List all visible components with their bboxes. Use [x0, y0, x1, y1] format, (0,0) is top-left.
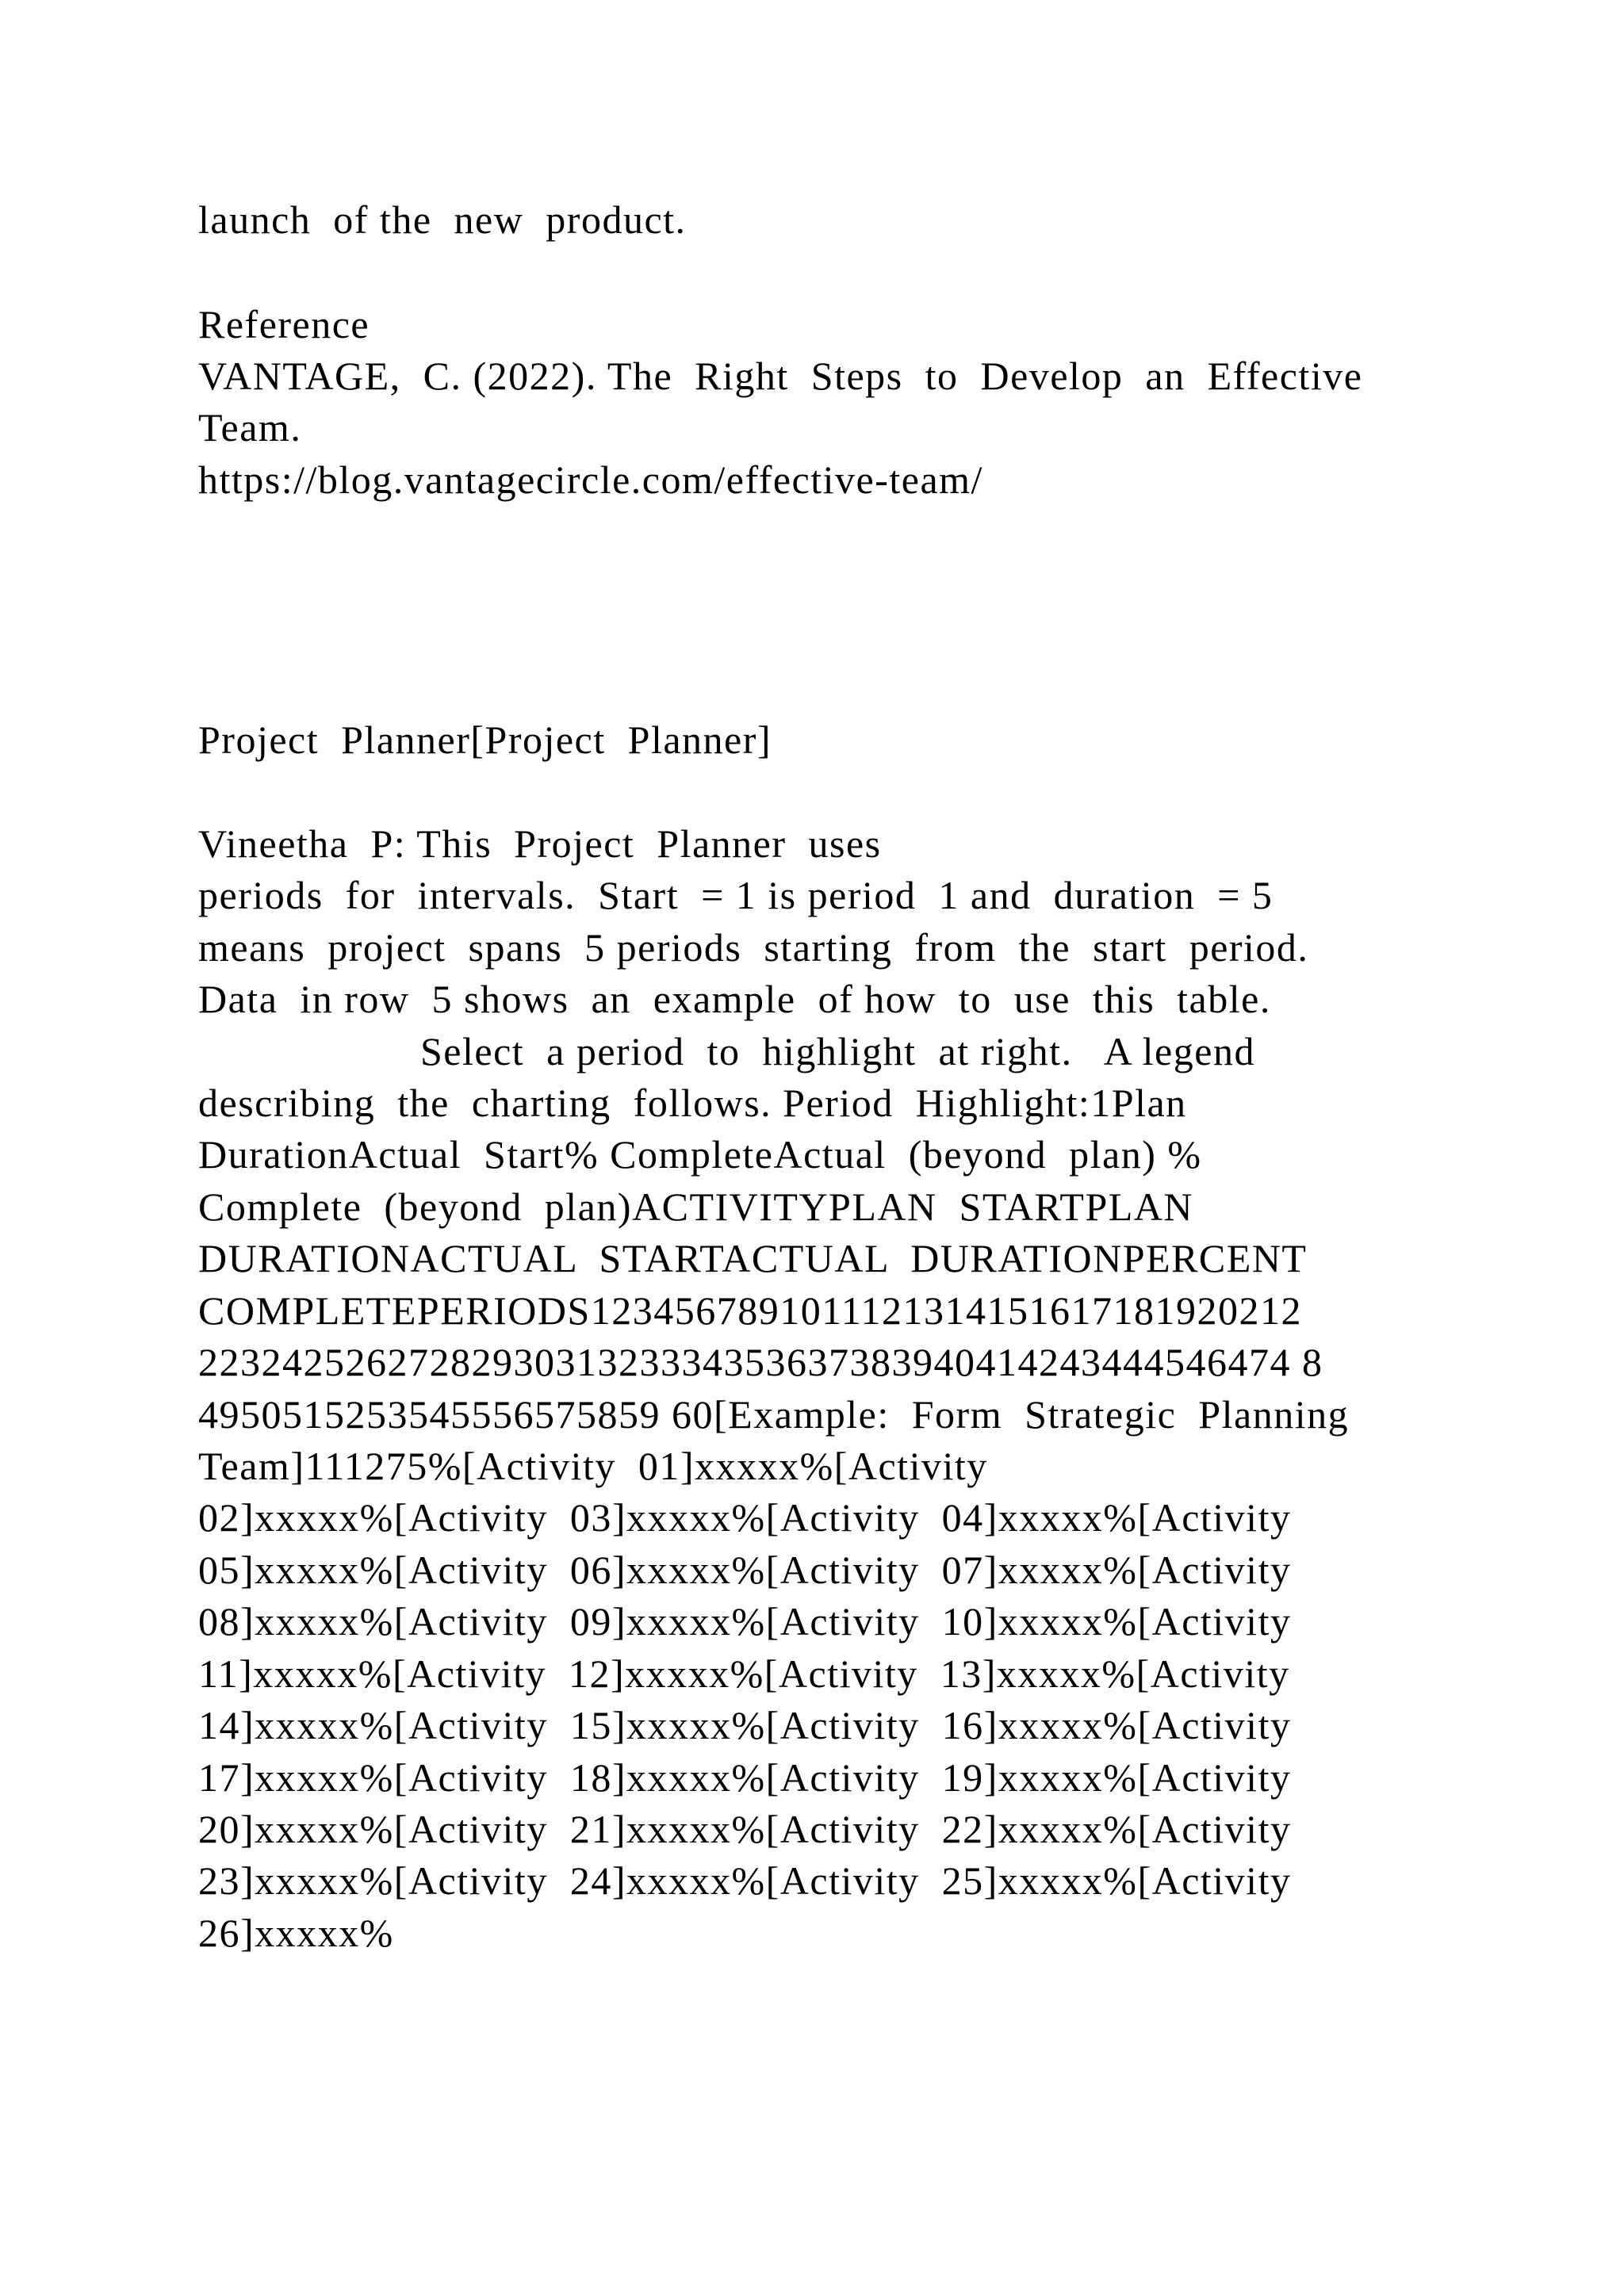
- text-line: 08]xxxxx%[Activity 09]xxxxx%[Activity 10]xxxxx%[Activity: [198, 1599, 1292, 1644]
- reference-citation: VANTAGE, C. (2022). The Right Steps to Develop an Effective: [198, 354, 1363, 398]
- text-line: 20]xxxxx%[Activity 21]xxxxx%[Activity 22]xxxxx%[Activity: [198, 1807, 1292, 1851]
- text-line: Data in row 5 shows an example of how to use this table.: [198, 977, 1271, 1021]
- text-line: 2232425262728293031323334353637383940414243444546474 8: [198, 1340, 1323, 1384]
- text-line: 02]xxxxx%[Activity 03]xxxxx%[Activity 04]xxxxx%[Activity: [198, 1495, 1292, 1540]
- text-line: 4950515253545556575859 60[Example: Form Strategic Planning: [198, 1392, 1350, 1437]
- text-line: launch of the new product.: [198, 197, 687, 242]
- text-line: 26]xxxxx%: [198, 1911, 394, 1955]
- text-line: periods for intervals. Start = 1 is period 1 and duration = 5: [198, 873, 1274, 917]
- text-line: Vineetha P: This Project Planner uses: [198, 821, 882, 866]
- text-line: 14]xxxxx%[Activity 15]xxxxx%[Activity 16]xxxxx%[Activity: [198, 1703, 1292, 1747]
- text-line: 17]xxxxx%[Activity 18]xxxxx%[Activity 19]xxxxx%[Activity: [198, 1755, 1292, 1800]
- reference-url: https://blog.vantagecircle.com/effective-team/: [198, 457, 983, 502]
- text-line: Complete (beyond plan)ACTIVITYPLAN STARTPLAN: [198, 1184, 1194, 1229]
- text-line: Team]111275%[Activity 01]xxxxx%[Activity: [198, 1444, 988, 1488]
- text-line: 05]xxxxx%[Activity 06]xxxxx%[Activity 07]xxxxx%[Activity: [198, 1548, 1292, 1592]
- text-line: 23]xxxxx%[Activity 24]xxxxx%[Activity 25]xxxxx%[Activity: [198, 1858, 1292, 1903]
- reference-citation: Team.: [198, 405, 302, 450]
- text-line: COMPLETEPERIODS1234567891011121314151617181920212: [198, 1288, 1303, 1333]
- text-line: describing the charting follows. Period Highlight:1Plan: [198, 1081, 1187, 1125]
- text-line: DURATIONACTUAL STARTACTUAL DURATIONPERCENT: [198, 1236, 1308, 1280]
- section-title: Project Planner[Project Planner]: [198, 718, 772, 762]
- text-line: 11]xxxxx%[Activity 12]xxxxx%[Activity 13]xxxxx%[Activity: [198, 1651, 1290, 1696]
- text-line: Select a period to highlight at right. A legend: [198, 1029, 1255, 1073]
- text-line: means project spans 5 periods starting from the start period.: [198, 925, 1309, 970]
- text-line: DurationActual Start% CompleteActual (beyond plan) %: [198, 1132, 1202, 1177]
- reference-heading: Reference: [198, 302, 370, 346]
